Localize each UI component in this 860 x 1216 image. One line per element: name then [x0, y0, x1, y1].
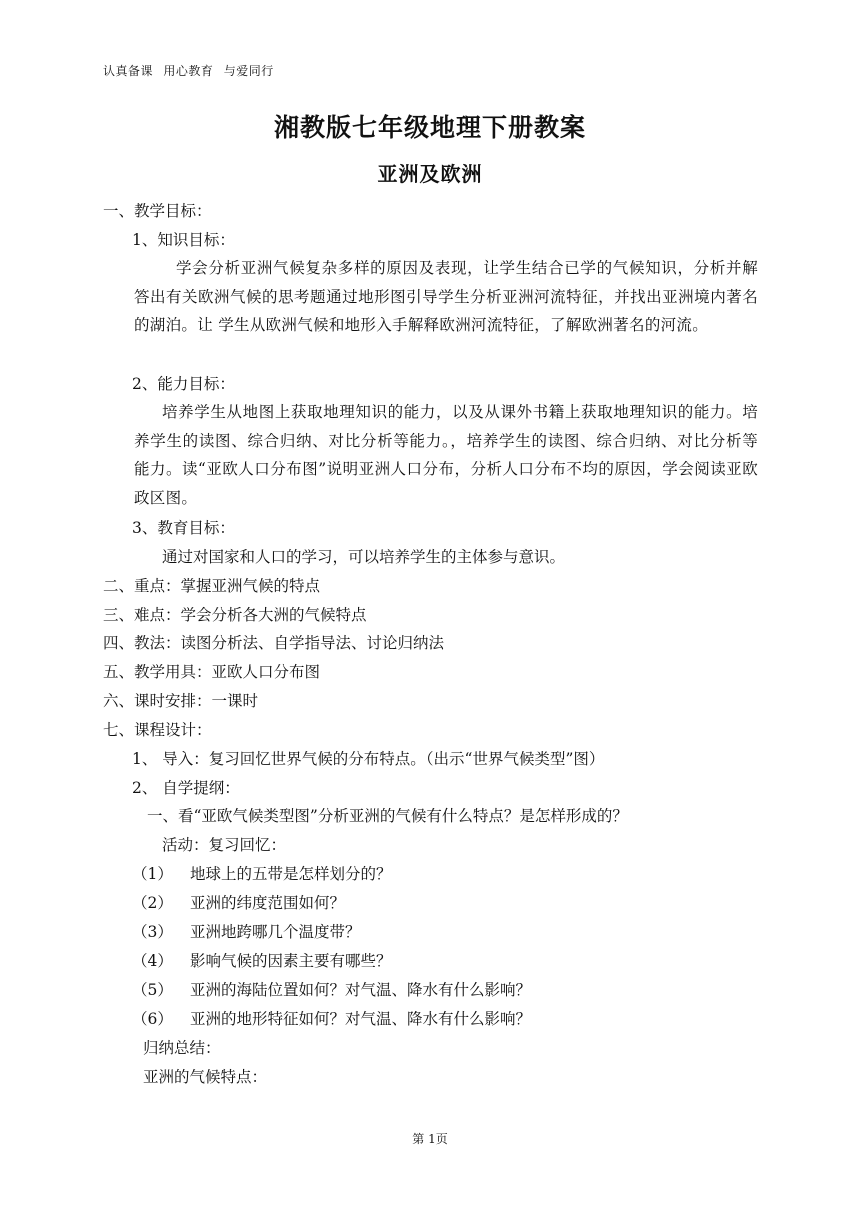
education-goal-text: 通过对国家和人口的学习，可以培养学生的主体参与意识。 — [162, 548, 566, 566]
education-goal-heading: 3、教育目标： — [132, 519, 235, 537]
course-item-1: 1、 导入：复习回忆世界气候的分布特点。（出示“世界气候类型”图） — [132, 750, 605, 768]
section-2-key-point: 二、重点：掌握亚洲气候的特点 — [103, 577, 321, 595]
activity-label: 活动：复习回忆： — [162, 836, 287, 854]
course-item-2: 2、 自学提纲： — [132, 779, 240, 797]
section-4-methods: 四、教法：读图分析法、自学指导法、讨论归纳法 — [103, 634, 445, 652]
question-text: 亚洲地跨哪几个温度带？ — [190, 923, 361, 941]
knowledge-goal-heading: 1、知识目标： — [132, 231, 235, 249]
question-item — [132, 922, 361, 942]
question-text: 影响气候的因素主要有哪些？ — [190, 952, 392, 970]
question-number: （4） — [132, 952, 173, 970]
question-number: （6） — [132, 1010, 173, 1028]
question-text: 地球上的五带是怎样划分的？ — [190, 865, 392, 883]
page-number: 第 1页 — [412, 1132, 448, 1146]
question-number: （1） — [132, 865, 173, 883]
question-number: （2） — [132, 894, 173, 912]
ability-goal-heading: 2、能力目标： — [132, 375, 235, 393]
header-text-1: 认真备课 — [103, 64, 154, 78]
question-number: （5） — [132, 981, 173, 999]
question-item — [132, 864, 392, 884]
summary-label: 归纳总结： — [143, 1039, 221, 1057]
ability-goal-text: 培养学生从地图上获取地理知识的能力，以及从课外书籍上获取地理知识的能力。培养学生的读图、综合归纳、对比分析等能力。，培养学生的读图、综合归纳、对比分析等能力。读“亚欧人口分布图”说明亚洲人口分布，分析人口分布不均的原因，学会阅读亚欧政区图。 — [134, 403, 758, 507]
question-item — [132, 980, 531, 1000]
question-text: 亚洲的地形特征如何？对气温、降水有什么影响？ — [190, 1010, 532, 1028]
document-subtitle: 亚洲及欧洲 — [377, 162, 483, 186]
question-text: 亚洲的纬度范围如何？ — [190, 894, 346, 912]
question-item — [132, 1009, 531, 1029]
question-number: （3） — [132, 923, 173, 941]
question-item — [132, 951, 392, 971]
document-title: 湘教版七年级地理下册教案 — [273, 113, 586, 142]
section-1-heading: 一、教学目标： — [103, 202, 212, 220]
header-text-2: 用心教育 — [163, 64, 214, 78]
question-item — [132, 893, 345, 913]
section-3-difficulty: 三、难点：学会分析各大洲的气候特点 — [103, 606, 367, 624]
course-subitem-1: 一、看“亚欧气候类型图”分析亚洲的气候有什么特点？是怎样形成的？ — [147, 807, 628, 825]
header-text-3: 与爱同行 — [223, 64, 274, 78]
section-6-schedule: 六、课时安排：一课时 — [103, 692, 259, 710]
section-7-heading: 七、课程设计： — [103, 721, 212, 739]
knowledge-goal-text: 学会分析亚洲气候复杂多样的原因及表现，让学生结合已学的气候知识，分析并解答出有关欧洲气候的思考题通过地形图引导学生分析亚洲河流特征，并找出亚洲境内著名的湖泊。让 学生从欧洲气候和地形入手解释欧洲河流特征，了解欧洲著名的河流。 — [134, 259, 758, 334]
question-text: 亚洲的海陆位置如何？对气温、降水有什么影响？ — [190, 981, 532, 999]
page-header — [103, 62, 280, 79]
section-5-tools: 五、教学用具：亚欧人口分布图 — [103, 663, 321, 681]
climate-features-label: 亚洲的气候特点： — [143, 1068, 268, 1086]
